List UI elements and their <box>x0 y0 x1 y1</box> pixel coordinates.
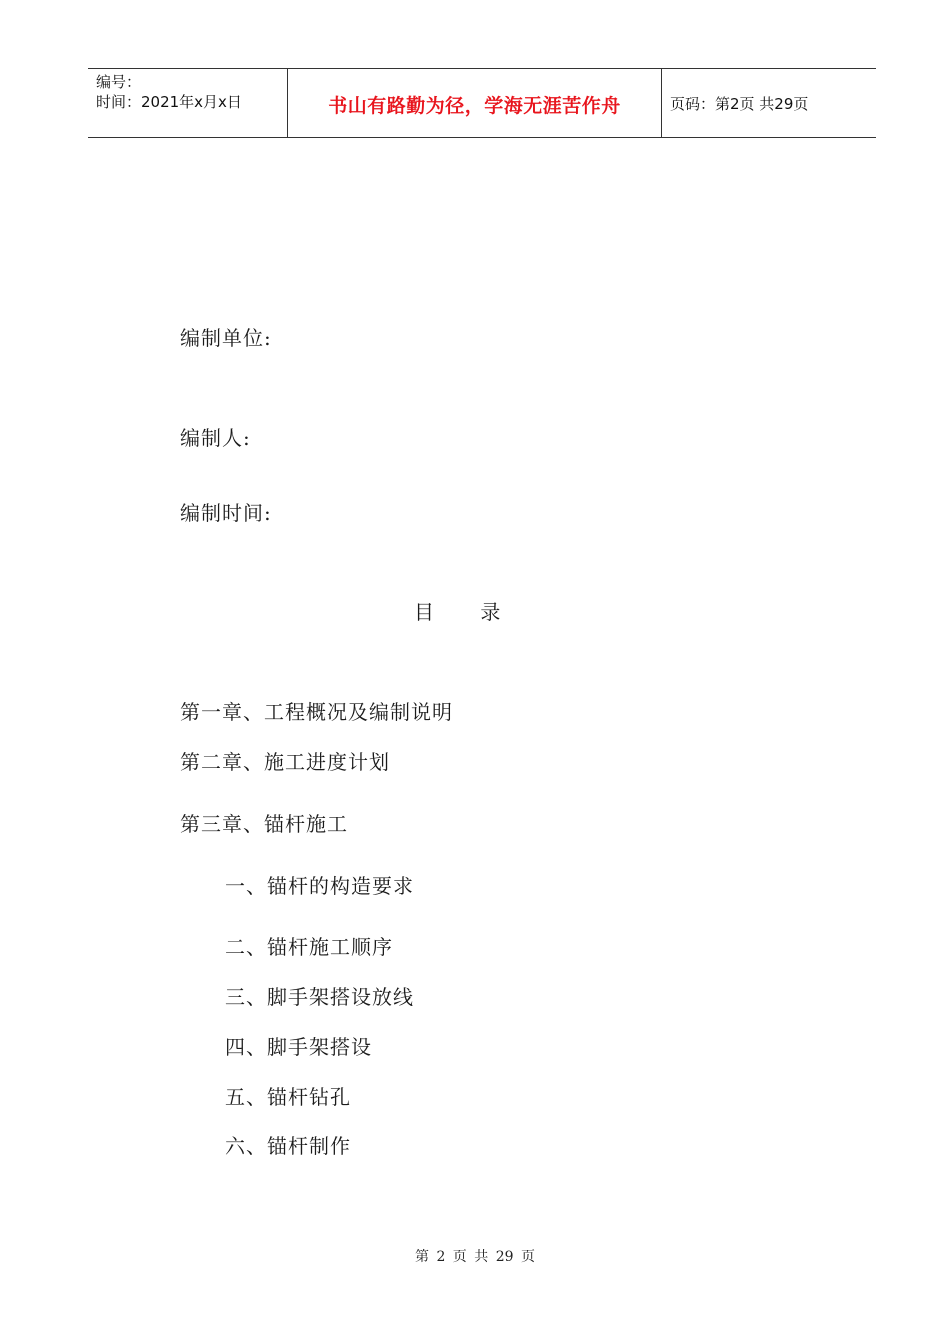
page-footer: 第 2 页 共 29 页 <box>415 1249 535 1265</box>
toc-section-1: 一、锚杆的构造要求 <box>225 874 414 898</box>
toc-title: 目 录 <box>414 600 501 624</box>
field-unit: 编制单位: <box>180 326 272 350</box>
header-page-info: 页码：第2页 共29页 <box>670 95 809 113</box>
toc-chapter-2: 第二章、施工进度计划 <box>180 750 390 774</box>
toc-section-4: 四、脚手架搭设 <box>225 1035 372 1059</box>
number-label: 编号： <box>96 73 142 91</box>
date-label: 时间：2021年x月x日 <box>96 93 242 111</box>
toc-chapter-1: 第一章、工程概况及编制说明 <box>180 700 453 724</box>
toc-section-5: 五、锚杆钻孔 <box>225 1085 351 1109</box>
field-time: 编制时间: <box>180 501 272 525</box>
toc-chapter-3: 第三章、锚杆施工 <box>180 812 348 836</box>
header-motto: 书山有路勤为径，学海无涯苦作舟 <box>328 95 621 117</box>
field-author: 编制人: <box>180 426 251 450</box>
toc-section-3: 三、脚手架搭设放线 <box>225 985 414 1009</box>
header-right-cell <box>662 69 876 137</box>
toc-section-6: 六、锚杆制作 <box>225 1134 351 1158</box>
header-left-cell <box>88 69 288 137</box>
header-middle-cell <box>288 69 662 137</box>
toc-section-2: 二、锚杆施工顺序 <box>225 935 393 959</box>
page-header <box>88 68 876 138</box>
